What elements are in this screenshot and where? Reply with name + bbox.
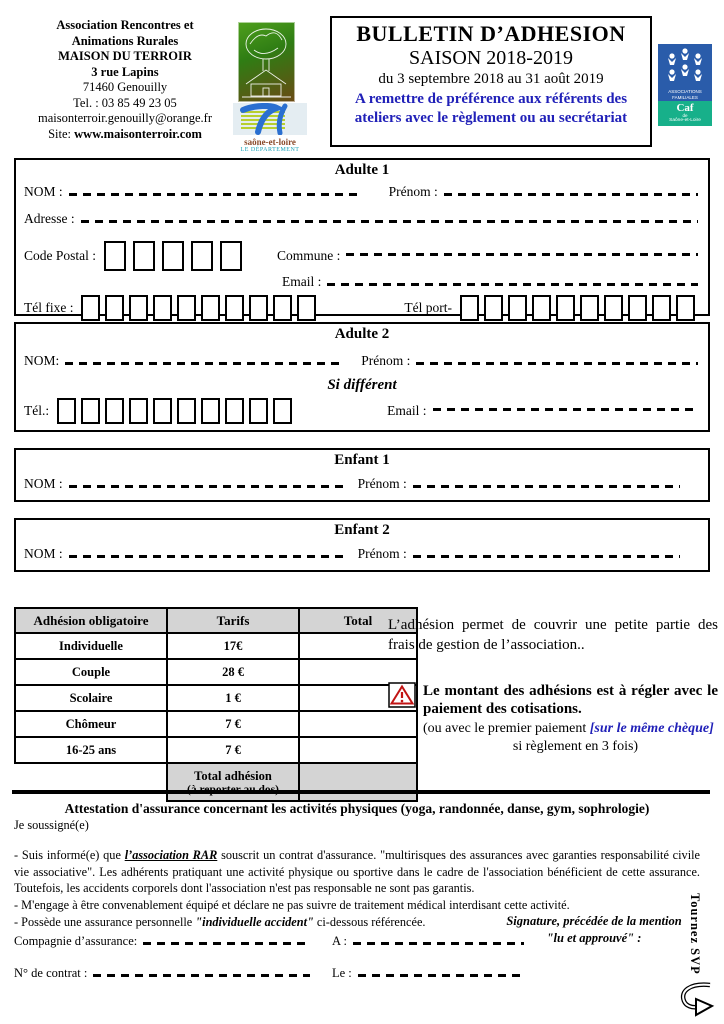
digit-box[interactable] [220,241,242,271]
digit-box[interactable] [201,398,220,424]
tel-fixe-boxes[interactable] [81,295,321,321]
section-enfant-2 [14,518,710,572]
email-label: Email : [282,274,322,289]
row-tarif: 28 € [167,659,299,685]
digit-box[interactable] [225,398,244,424]
digit-box[interactable] [532,295,551,321]
col-header-adhesion: Adhésion obligatoire [15,608,167,633]
row-label: 16-25 ans [15,737,167,763]
nom-label: NOM : [24,184,63,199]
section-divider [12,790,710,794]
digit-box[interactable] [81,295,100,321]
section-title: Adulte 1 [334,162,390,178]
adhesion-info-block [388,616,718,757]
association-tree-house-logo-icon [238,22,295,102]
table-row [15,685,417,711]
attestation-paragraph-3: - Possède une assurance personnelle "individuelle accident" ci-dessous référencée. [14,914,426,929]
prenom-label: Prénom : [357,476,407,491]
row-label: Couple [15,659,167,685]
digit-box[interactable] [628,295,647,321]
email-field[interactable] [433,408,699,411]
row-tarif: 1 € [167,685,299,711]
form-title: BULLETIN D’ADHESION [356,21,626,46]
tel-label: Tél.: [24,403,50,418]
digit-box[interactable] [460,295,479,321]
attestation-paragraph-1: - Suis informé(e) que l’association RAR souscrit un contrat d'assurance. "multirisques des assurances avec garanties responsabilité civile vie associative". Les adhérents pratiquant une activité physique ou sportive dans le cadre de l'association bénéficient de cette assurance. Toutefois, les accidents corporels dont l'association n'est pas responsable ne sont pas garantis. [14,848,700,896]
turn-page-arrow-icon [674,979,718,1024]
nom-field[interactable] [69,555,344,558]
digit-box[interactable] [201,295,220,321]
row-label: Chômeur [15,711,167,737]
table-total-row [15,763,417,801]
contrat-label: N° de contrat : [14,966,88,980]
insurance-attestation-block [14,801,700,931]
nom-field[interactable] [69,485,344,488]
col-header-tarifs: Tarifs [167,608,299,633]
association-phone-line: Tel. : 03 85 49 23 05 [73,95,177,110]
association-site-line: Site: www.maisonterroir.com [48,126,202,141]
nom-field[interactable] [65,362,345,365]
digit-box[interactable] [191,241,213,271]
digit-box[interactable] [273,295,292,321]
table-row [15,633,417,659]
digit-box[interactable] [249,398,268,424]
section-adulte-1 [14,158,710,316]
prenom-field[interactable] [413,555,680,558]
digit-box[interactable] [177,295,196,321]
prenom-label: Prénom : [361,353,411,368]
total-adhesion-label: Total adhésion [167,763,299,801]
adresse-field[interactable] [81,220,698,223]
prenom-label: Prénom : [357,546,407,561]
dept-logo-subtitle: LE DÉPARTEMENT [240,147,300,153]
tournez-svp-label: Tournez SVP [688,893,702,975]
nom-field[interactable] [69,193,359,196]
table-row [15,711,417,737]
adresse-label: Adresse : [24,211,75,226]
saone-et-loire-departement-logo-icon [233,103,307,153]
digit-box[interactable] [162,241,184,271]
compagnie-label: Compagnie d’assurance: [14,934,138,948]
payment-note: (ou avec le premier paiement [sur le même chèque] si règlement en 3 fois) [423,720,714,755]
digit-box[interactable] [57,398,76,424]
digit-box[interactable] [676,295,695,321]
section-title: Adulte 2 [334,326,390,342]
caf-associations-label: ASSOCIATIONS FAMILIALES [668,89,702,100]
association-email-line: maisonterroir.genouilly@orange.fr [38,111,212,125]
payment-warning [388,682,718,719]
tel-fixe-label: Tél fixe : [24,300,74,315]
adhesion-info-text: L’adhésion permet de couvrir une petite partie des frais de gestion de l’association.. [388,617,718,653]
contrat-field[interactable] [93,974,310,977]
commune-field[interactable] [346,253,698,256]
tel-boxes[interactable] [57,398,297,424]
digit-box[interactable] [81,398,100,424]
digit-box[interactable] [105,398,124,424]
digit-box[interactable] [652,295,671,321]
dept-logo-name: saône-et-loire [244,137,296,147]
payment-warning-text: Le montant des adhésions est à régler avec le paiement des cotisations. [423,683,718,718]
association-house-line: MAISON DU TERROIR [58,49,192,63]
association-street-line: 3 rue Lapins [91,64,159,79]
code-postal-label: Code Postal : [24,248,97,263]
table-row [15,659,417,685]
digit-box[interactable] [508,295,527,321]
code-postal-boxes[interactable] [104,241,249,271]
commune-label: Commune : [277,248,341,263]
digit-box[interactable] [129,295,148,321]
digit-box[interactable] [129,398,148,424]
total-adhesion-cell[interactable] [299,763,417,801]
association-rar-mention: l’association RAR [124,848,218,862]
row-tarif: 7 € [167,711,299,737]
digit-box[interactable] [604,295,623,321]
section-adulte-2 [14,322,710,432]
same-cheque-note: [sur le même chèque] [589,720,714,736]
digit-box[interactable] [104,241,126,271]
digit-box[interactable] [177,398,196,424]
digit-box[interactable] [484,295,503,321]
section-title: Enfant 1 [334,452,390,468]
association-name-line: Animations Rurales [71,33,179,48]
section-title: Enfant 2 [334,522,390,538]
signature-instruction: Signature, précédée de la mention "lu et approuvé" : [506,914,682,945]
row-tarif: 17€ [167,633,299,659]
email-field[interactable] [327,283,698,286]
row-tarif: 7 € [167,737,299,763]
digit-box[interactable] [225,295,244,321]
a-label: A : [332,934,347,948]
nom-label: NOM : [24,546,63,561]
je-soussigne-label: Je soussigné(e) [14,818,89,832]
digit-box[interactable] [153,398,172,424]
tel-port-boxes[interactable] [460,295,700,321]
email-label: Email : [387,403,427,418]
attestation-title: Attestation d'assurance concernant les activités physiques (yoga, randonnée, danse, gym, sophrologie) [64,801,650,816]
return-notice: A remettre de préférence aux référents des ateliers avec le règlement ou au secrétariat [354,91,628,127]
digit-box[interactable] [273,398,292,424]
prenom-field[interactable] [416,362,698,365]
nom-label: NOM: [24,353,60,368]
digit-box[interactable] [297,295,316,321]
digit-box[interactable] [133,241,155,271]
si-different-note: Si différent [327,377,397,393]
association-name-line: Association Rencontres et [56,18,194,32]
caf-logo-icon [658,44,712,126]
compagnie-field[interactable] [143,942,310,945]
col-header-total: Total [299,608,417,633]
digit-box[interactable] [580,295,599,321]
table-header-row [15,608,417,633]
prenom-field[interactable] [413,485,680,488]
digit-box[interactable] [105,295,124,321]
association-address-block [16,18,234,142]
table-row [15,737,417,763]
caf-logo-text: Caf de Saône-et-Loire [658,101,712,126]
individuelle-accident-mention: "individuelle accident" [195,914,314,929]
row-label: Scolaire [15,685,167,711]
season-subtitle: SAISON 2018-2019 [409,47,573,69]
section-enfant-1 [14,448,710,502]
season-dates: du 3 septembre 2018 au 31 août 2019 [378,71,604,87]
nom-label: NOM : [24,476,63,491]
pricing-table [14,607,418,802]
digit-box[interactable] [249,295,268,321]
caf-logo-figures [658,44,712,101]
prenom-field[interactable] [444,193,698,196]
attestation-paragraph-2: - M'engage à être convenablement équipé et déclare ne pas suivre de traitement médical interdisant cette activité. [14,898,570,913]
contract-number-row [14,966,526,981]
le-field[interactable] [358,974,524,977]
association-website: www.maisonterroir.com [74,126,202,141]
digit-box[interactable] [153,295,172,321]
title-box [330,16,652,147]
a-field[interactable] [353,942,524,945]
row-label: Individuelle [15,633,167,659]
insurance-company-row [14,934,526,949]
le-label: Le : [332,966,352,980]
association-city-line: 71460 Genouilly [82,80,168,94]
tel-port-label: Tél port- [404,300,452,315]
digit-box[interactable] [556,295,575,321]
prenom-label: Prénom : [388,184,438,199]
warning-triangle-icon [388,682,416,708]
